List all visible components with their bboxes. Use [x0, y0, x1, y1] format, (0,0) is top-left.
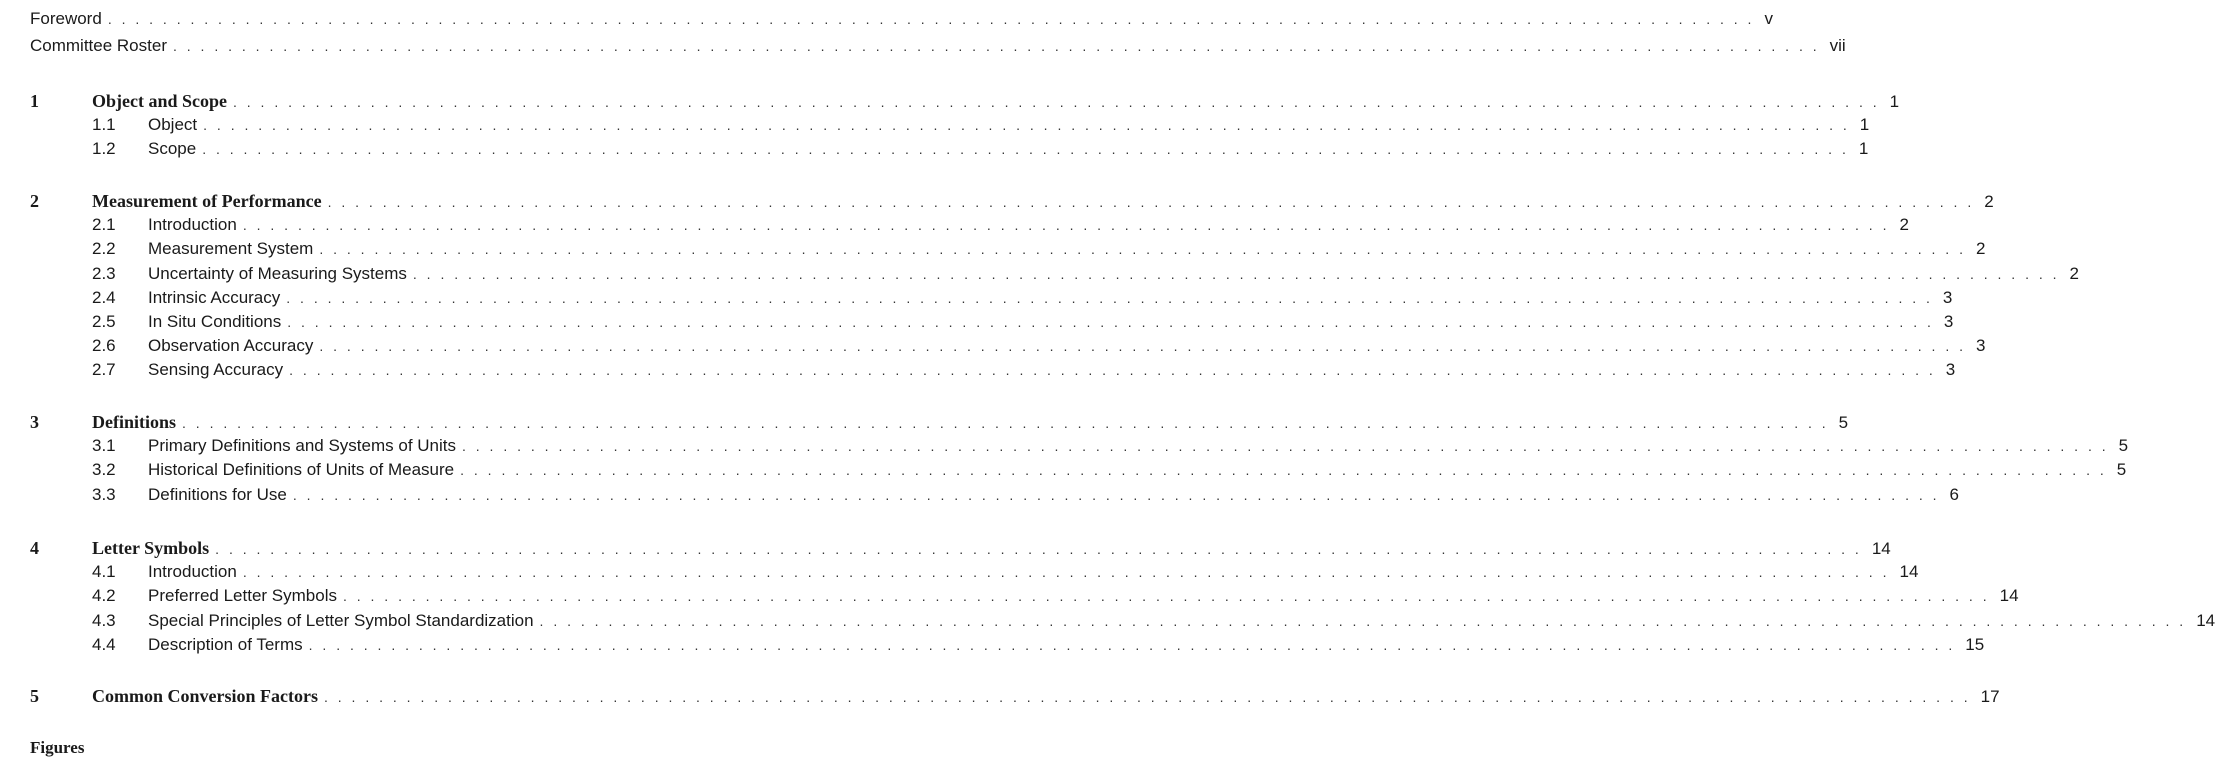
page-number: 3	[1976, 336, 1986, 356]
toc-entry-chapter	[92, 191, 1994, 213]
entry-title: Observation Accuracy	[148, 336, 314, 356]
page-number: 14	[2196, 610, 2215, 630]
section-number: 2.3	[92, 263, 116, 283]
toc-entry-chapter	[92, 538, 1891, 560]
page-number: 2	[1975, 239, 1986, 259]
section-number: 2.7	[92, 360, 116, 380]
section-number: 2.2	[92, 239, 116, 259]
page-number: 3	[1942, 287, 1953, 307]
entry-title: Foreword	[30, 9, 102, 28]
page-number: 1	[1859, 115, 1870, 135]
toc-entry-chapter	[92, 686, 2000, 708]
toc-entry-front	[30, 9, 1773, 31]
page-number: 14	[1871, 539, 1891, 558]
toc-entry-section	[148, 562, 1919, 584]
section-number: 4.3	[92, 610, 116, 630]
chapter-number: 3	[30, 412, 39, 432]
dot-leader: . . . . . . . . . . . . . . . . . . . . . . . . . . . . . . . . . . . . . . . . . . . . . . . . . . . . . . . . . . . . . . . . . . . . . . . . . . . . . . . . . . . . . . . . . . . . . . . . . . . . . . . . . . . . . . . . . . . . . . . .	[289, 362, 1936, 379]
toc-entry-section	[148, 239, 1986, 261]
toc-entry-section	[148, 312, 1954, 334]
dot-leader: . . . . . . . . . . . . . . . . . . . . . . . . . . . . . . . . . . . . . . . . . . . . . . . . . . . . . . . . . . . . . . . . . . . . . . . . . . . . . . . . . . . . . . . . . . . . . . . . . . . . . . . . . . . . . . . . . . . . . . . .	[308, 636, 1956, 653]
toc-entry-section	[148, 115, 1870, 137]
toc-entry-section	[148, 610, 2215, 633]
entry-title: Object	[148, 115, 198, 135]
toc-entry-section	[148, 586, 2019, 608]
section-number: 2.6	[92, 336, 116, 356]
dot-leader: . . . . . . . . . . . . . . . . . . . . . . . . . . . . . . . . . . . . . . . . . . . . . . . . . . . . . . . . . . . . . . . . . . . . . . . . . . . . . . . . . . . . . . . . . . . . . . . . . . . . . . . . . . . . . . . . . . . . . . . .	[292, 486, 1940, 503]
section-number: 2.4	[92, 287, 116, 307]
page-number: 14	[1899, 562, 1919, 582]
dot-leader: . . . . . . . . . . . . . . . . . . . . . . . . . . . . . . . . . . . . . . . . . . . . . . . . . . . . . . . . . . . . . . . . . . . . . . . . . . . . . . . . . . . . . . . . . . . . . . . . . . . . . . . . . . . . . . . . . . . . . . . .	[460, 462, 2107, 479]
entry-title: Definitions for Use	[148, 484, 287, 504]
dot-leader: . . . . . . . . . . . . . . . . . . . . . . . . . . . . . . . . . . . . . . . . . . . . . . . . . . . . . . . . . . . . . . . . . . . . . . . . . . . . . . . . . . . . . . . . . . . . . . . . . . . . . . . . . . . . . . . . . . . . . . . .	[323, 689, 1971, 705]
page-number: 3	[1943, 312, 1954, 331]
toc-entry-section	[148, 336, 1986, 358]
page-number: 17	[1980, 687, 2000, 706]
entry-title: Preferred Letter Symbols	[148, 586, 337, 606]
entry-title: Uncertainty of Measuring Systems	[148, 263, 407, 283]
section-number: 3.2	[92, 460, 116, 480]
entry-title: Intrinsic Accuracy	[148, 287, 281, 307]
dot-leader: . . . . . . . . . . . . . . . . . . . . . . . . . . . . . . . . . . . . . . . . . . . . . . . . . . . . . . . . . . . . . . . . . . . . . . . . . . . . . . . . . . . . . . . . . . . . . . . . . . . . . . . . . . . . . . . . . . . . . . . .	[242, 564, 1890, 581]
dot-leader: . . . . . . . . . . . . . . . . . . . . . . . . . . . . . . . . . . . . . . . . . . . . . . . . . . . . . . . . . . . . . . . . . . . . . . . . . . . . . . . . . . . . . . . . . . . . . . . . . . . . . . . . . . . . . . . . . . . . . . . .	[327, 194, 1975, 210]
toc-entry-front	[30, 36, 1846, 58]
entry-title: Special Principles of Letter Symbol Standardization	[148, 610, 534, 630]
dot-leader: . . . . . . . . . . . . . . . . . . . . . . . . . . . . . . . . . . . . . . . . . . . . . . . . . . . . . . . . . . . . . . . . . . . . . . . . . . . . . . . . . . . . . . . . . . . . . . . . . . . . . . . . . . . . . . . . . . . . . . . .	[172, 38, 1820, 54]
chapter-number: 5	[30, 686, 39, 706]
page-number: vii	[1829, 36, 1846, 55]
page-number: 1	[1858, 139, 1869, 159]
toc-entry-section	[148, 139, 1869, 161]
chapter-number: 4	[30, 538, 39, 558]
page-number: 1	[1889, 92, 1900, 111]
dot-leader: . . . . . . . . . . . . . . . . . . . . . . . . . . . . . . . . . . . . . . . . . . . . . . . . . . . . . . . . . . . . . . . . . . . . . . . . . . . . . . . . . . . . . . . . . . . . . . . . . . . . . . . . . . . . . . . . . . . . . . . .	[287, 314, 1934, 330]
dot-leader: . . . . . . . . . . . . . . . . . . . . . . . . . . . . . . . . . . . . . . . . . . . . . . . . . . . . . . . . . . . . . . . . . . . . . . . . . . . . . . . . . . . . . . . . . . . . . . . . . . . . . . . . . . . . . . . . . . . . . . . .	[233, 94, 1880, 110]
page-number: 2	[1984, 192, 1994, 211]
dot-leader: . . . . . . . . . . . . . . . . . . . . . . . . . . . . . . . . . . . . . . . . . . . . . . . . . . . . . . . . . . . . . . . . . . . . . . . . . . . . . . . . . . . . . . . . . . . . . . . . . . . . . . . . . . . . . . . . . . . . . . . .	[203, 117, 1850, 134]
page-number: 14	[1999, 586, 2019, 606]
dot-leader: . . . . . . . . . . . . . . . . . . . . . . . . . . . . . . . . . . . . . . . . . . . . . . . . . . . . . . . . . . . . . . . . . . . . . . . . . . . . . . . . . . . . . . . . . . . . . . . . . . . . . . . . . . . . . . . . . . . . . . . .	[202, 141, 1849, 158]
section-number: 3.1	[92, 436, 116, 456]
dot-leader: . . . . . . . . . . . . . . . . . . . . . . . . . . . . . . . . . . . . . . . . . . . . . . . . . . . . . . . . . . . . . . . . . . . . . . . . . . . . . . . . . . . . . . . . . . . . . . . . . . . . . . . . . . . . . . . . . . . . . . . .	[412, 265, 2060, 282]
section-number: 1.1	[92, 115, 116, 135]
page-number: 2	[2069, 263, 2079, 283]
section-number: 4.2	[92, 586, 116, 606]
page-number: 5	[2118, 436, 2129, 456]
section-number: 1.2	[92, 139, 116, 159]
page-number: 15	[1965, 634, 1985, 654]
entry-title: Scope	[148, 139, 197, 159]
entry-title: Measurement System	[148, 239, 314, 259]
toc-entry-section	[148, 263, 2079, 286]
page-number: 3	[1945, 360, 1956, 380]
entry-title: Measurement of Performance	[92, 191, 322, 211]
chapter-number: 1	[30, 91, 39, 111]
section-number: 4.1	[92, 562, 116, 582]
section-number: 2.5	[92, 312, 116, 331]
entry-title: Description of Terms	[148, 634, 303, 654]
entry-title: Introduction	[148, 215, 237, 235]
entry-title: Object and Scope	[92, 91, 227, 111]
entry-title: Letter Symbols	[92, 538, 210, 558]
entry-title: Committee Roster	[30, 36, 167, 55]
dot-leader: . . . . . . . . . . . . . . . . . . . . . . . . . . . . . . . . . . . . . . . . . . . . . . . . . . . . . . . . . . . . . . . . . . . . . . . . . . . . . . . . . . . . . . . . . . . . . . . . . . . . . . . . . . . . . . . . . . . . . . . .	[342, 588, 1990, 605]
entry-title: Historical Definitions of Units of Measure	[148, 460, 455, 480]
toc-entry-section	[148, 460, 2127, 482]
entry-title: Sensing Accuracy	[148, 360, 284, 380]
dot-leader: . . . . . . . . . . . . . . . . . . . . . . . . . . . . . . . . . . . . . . . . . . . . . . . . . . . . . . . . . . . . . . . . . . . . . . . . . . . . . . . . . . . . . . . . . . . . . . . . . . . . . . . . . . . . . . . . . . . . . . . .	[107, 11, 1755, 27]
entry-title: Definitions	[92, 412, 177, 432]
figures-heading: Figures	[30, 738, 85, 757]
page-number: 2	[1899, 215, 1909, 235]
entry-title: Primary Definitions and Systems of Units	[148, 436, 456, 456]
toc-entry-chapter	[92, 91, 1900, 113]
toc-entry-section	[148, 360, 1956, 382]
toc-entry-section	[148, 634, 1985, 657]
section-number: 4.4	[92, 634, 116, 654]
chapter-number: 2	[30, 191, 39, 211]
page-number: v	[1764, 9, 1773, 28]
toc-entry-section	[148, 287, 1953, 310]
toc-entry-section	[148, 436, 2129, 458]
dot-leader: . . . . . . . . . . . . . . . . . . . . . . . . . . . . . . . . . . . . . . . . . . . . . . . . . . . . . . . . . . . . . . . . . . . . . . . . . . . . . . . . . . . . . . . . . . . . . . . . . . . . . . . . . . . . . . . . . . . . . . . .	[462, 438, 2109, 455]
dot-leader: . . . . . . . . . . . . . . . . . . . . . . . . . . . . . . . . . . . . . . . . . . . . . . . . . . . . . . . . . . . . . . . . . . . . . . . . . . . . . . . . . . . . . . . . . . . . . . . . . . . . . . . . . . . . . . . . . . . . . . . .	[319, 338, 1966, 355]
dot-leader: . . . . . . . . . . . . . . . . . . . . . . . . . . . . . . . . . . . . . . . . . . . . . . . . . . . . . . . . . . . . . . . . . . . . . . . . . . . . . . . . . . . . . . . . . . . . . . . . . . . . . . . . . . . . . . . . . . . . . . . .	[182, 415, 1829, 431]
toc-entry-chapter	[92, 412, 1849, 434]
entry-title: In Situ Conditions	[148, 312, 282, 331]
dot-leader: . . . . . . . . . . . . . . . . . . . . . . . . . . . . . . . . . . . . . . . . . . . . . . . . . . . . . . . . . . . . . . . . . . . . . . . . . . . . . . . . . . . . . . . . . . . . . . . . . . . . . . . . . . . . . . . . . . . . . . . .	[539, 612, 2187, 629]
toc-entry-section	[148, 484, 1959, 507]
dot-leader: . . . . . . . . . . . . . . . . . . . . . . . . . . . . . . . . . . . . . . . . . . . . . . . . . . . . . . . . . . . . . . . . . . . . . . . . . . . . . . . . . . . . . . . . . . . . . . . . . . . . . . . . . . . . . . . . . . . . . . . .	[215, 541, 1862, 557]
dot-leader: . . . . . . . . . . . . . . . . . . . . . . . . . . . . . . . . . . . . . . . . . . . . . . . . . . . . . . . . . . . . . . . . . . . . . . . . . . . . . . . . . . . . . . . . . . . . . . . . . . . . . . . . . . . . . . . . . . . . . . . .	[286, 289, 1933, 306]
toc-entry-section	[148, 215, 1909, 237]
dot-leader: . . . . . . . . . . . . . . . . . . . . . . . . . . . . . . . . . . . . . . . . . . . . . . . . . . . . . . . . . . . . . . . . . . . . . . . . . . . . . . . . . . . . . . . . . . . . . . . . . . . . . . . . . . . . . . . . . . . . . . . .	[242, 217, 1890, 234]
section-number: 2.1	[92, 215, 116, 235]
page-number: 6	[1949, 484, 1959, 504]
page-number: 5	[2116, 460, 2127, 480]
entry-title: Common Conversion Factors	[92, 686, 318, 706]
section-number: 3.3	[92, 484, 116, 504]
page-number: 5	[1838, 413, 1849, 432]
dot-leader: . . . . . . . . . . . . . . . . . . . . . . . . . . . . . . . . . . . . . . . . . . . . . . . . . . . . . . . . . . . . . . . . . . . . . . . . . . . . . . . . . . . . . . . . . . . . . . . . . . . . . . . . . . . . . . . . . . . . . . . .	[319, 241, 1966, 258]
entry-title: Introduction	[148, 562, 237, 582]
